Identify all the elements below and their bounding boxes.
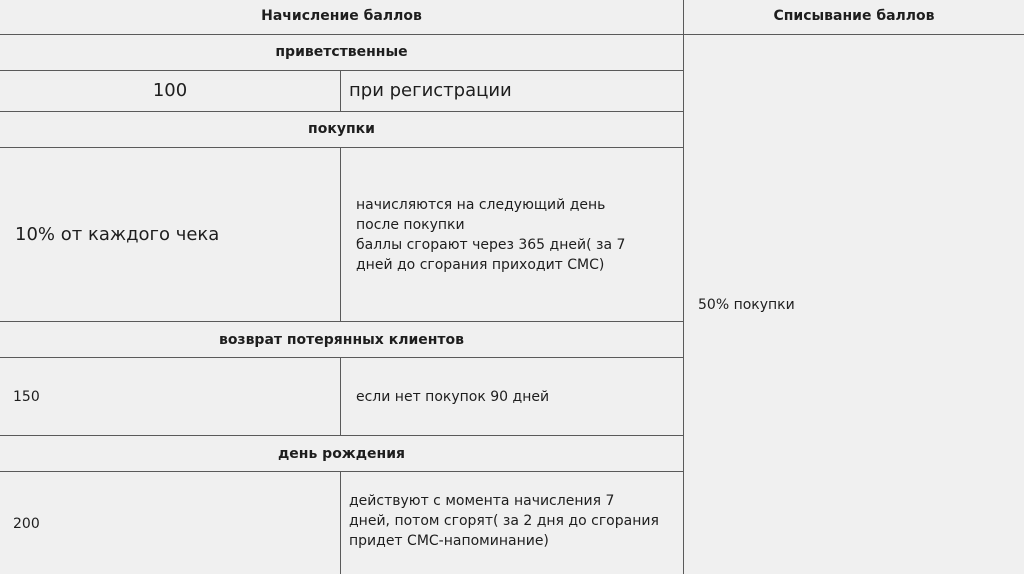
accrual-header: Начисление баллов [261, 8, 422, 24]
row-divider [0, 70, 684, 71]
section-title-purchases: покупки [308, 121, 375, 137]
birthday-condition: действуют с момента начисления 7 дней, потом сгорят( за 2 дня до сгорания придет СМС-напоминание) [349, 493, 659, 549]
row-divider [0, 471, 684, 472]
welcome-amount: 100 [152, 80, 188, 101]
column-divider [340, 471, 341, 574]
section-title-welcome: приветственные [275, 44, 408, 60]
column-divider [683, 0, 684, 574]
section-title-birthday: день рождения [277, 446, 406, 462]
purchases-condition: начисляются на следующий день после покупки баллы сгорают через 365 дней( за 7 дней до сгорания приходит СМС) [356, 197, 626, 273]
birthday-amount: 200 [13, 516, 40, 532]
row-divider [0, 435, 684, 436]
column-divider [340, 147, 341, 321]
row-divider [0, 111, 684, 112]
purchases-amount: 10% от каждого чека [15, 224, 220, 245]
section-title-lost-clients: возврат потерянных клиентов [218, 332, 465, 348]
row-divider [0, 357, 684, 358]
redemption-header: Списывание баллов [773, 8, 935, 24]
lost-clients-amount: 150 [13, 389, 40, 405]
lost-clients-condition: если нет покупок 90 дней [356, 389, 550, 405]
column-divider [340, 70, 341, 111]
row-divider [0, 321, 684, 322]
column-divider [340, 357, 341, 435]
redemption-value: 50% покупки [698, 297, 795, 313]
row-divider [0, 34, 1024, 35]
welcome-condition: при регистрации [349, 80, 512, 101]
row-divider [0, 147, 684, 148]
